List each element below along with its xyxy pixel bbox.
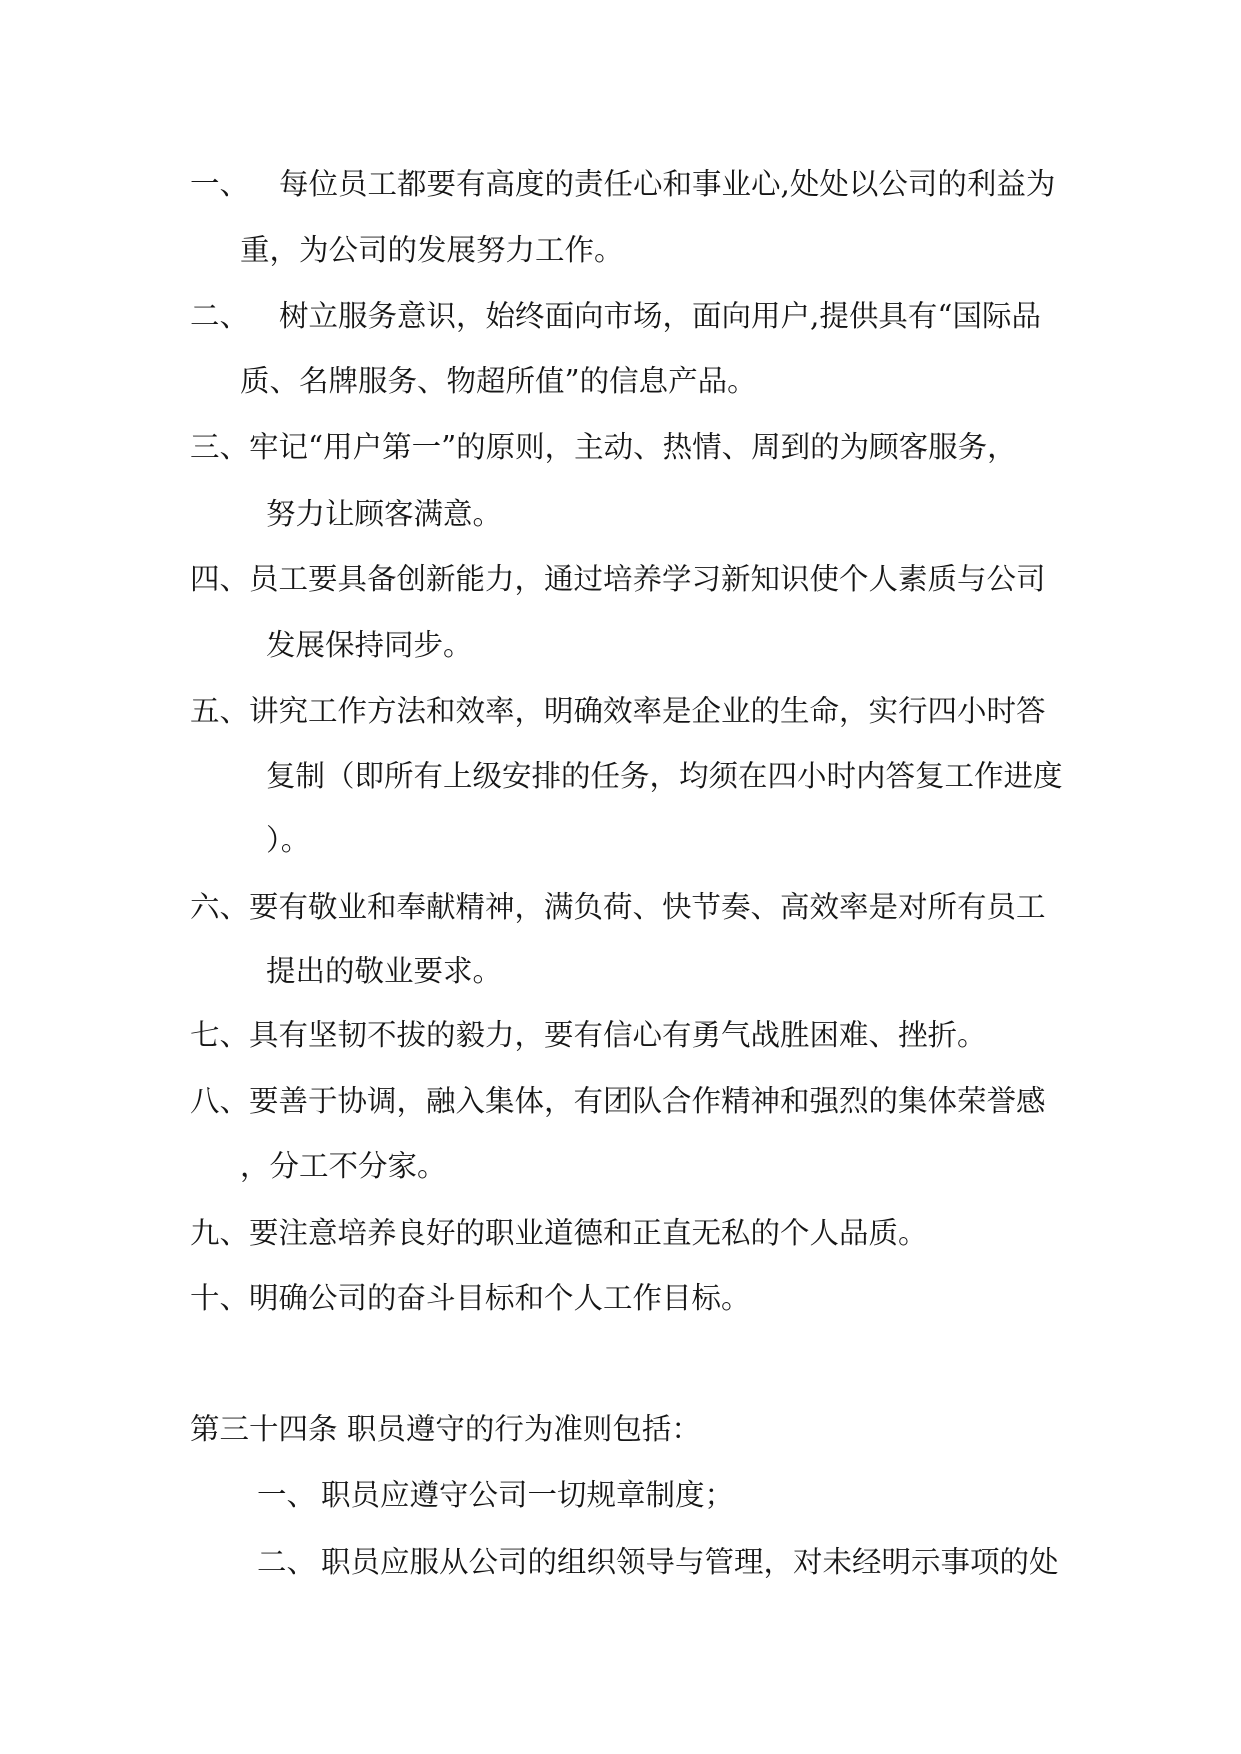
list-item-continuation: ）。 bbox=[266, 823, 311, 857]
list-item-text: 讲究工作方法和效率，明确效率是企业的生命，实行四小时答 bbox=[249, 694, 1046, 728]
list-item bbox=[190, 427, 1017, 467]
list-item-marker: 二、 bbox=[190, 299, 250, 333]
list-item-continuation: 重，为公司的发展努力工作。 bbox=[240, 233, 624, 267]
list-item-continuation: 努力让顾客满意。 bbox=[266, 497, 503, 531]
list-item-continuation: 复制（即所有上级安排的任务，均须在四小时内答复工作进度 bbox=[266, 759, 1063, 793]
list-item bbox=[190, 887, 1046, 927]
list-item-text: 要有敬业和奉献精神，满负荷、快节奏、高效率是对所有员工 bbox=[249, 890, 1046, 924]
list-item-text: 员工要具备创新能力，通过培养学习新知识使个人素质与公司 bbox=[249, 562, 1046, 596]
article-item-marker: 一、 bbox=[257, 1478, 317, 1512]
article-item-text: 职员应遵守公司一切规章制度； bbox=[321, 1478, 735, 1512]
list-item-text: 每位员工都要有高度的责任心和事业心,处处以公司的利益为 bbox=[279, 167, 1056, 201]
list-item-text: 具有坚韧不拔的毅力，要有信心有勇气战胜困难、挫折。 bbox=[249, 1018, 987, 1052]
article-item-text: 职员应服从公司的组织领导与管理，对未经明示事项的处 bbox=[321, 1545, 1059, 1579]
list-item-marker: 四、 bbox=[190, 562, 250, 596]
list-item-marker: 一、 bbox=[190, 167, 250, 201]
list-item-continuation: 发展保持同步。 bbox=[266, 628, 473, 662]
list-item-text: 要善于协调，融入集体，有团队合作精神和强烈的集体荣誉感 bbox=[249, 1084, 1046, 1118]
list-item bbox=[190, 1015, 987, 1055]
list-item-marker: 八、 bbox=[190, 1084, 250, 1118]
list-item-text: 牢记“用户第一”的原则，主动、热情、周到的为顾客服务， bbox=[249, 430, 1017, 464]
list-item bbox=[190, 1081, 1046, 1121]
list-item-marker: 九、 bbox=[190, 1216, 250, 1250]
list-item-marker: 十、 bbox=[190, 1281, 250, 1315]
article-item-marker: 二、 bbox=[257, 1545, 317, 1579]
list-item-continuation: ，分工不分家。 bbox=[240, 1149, 447, 1183]
list-item-marker: 六、 bbox=[190, 890, 250, 924]
list-item-text: 明确公司的奋斗目标和个人工作目标。 bbox=[249, 1281, 751, 1315]
list-item-marker: 五、 bbox=[190, 694, 250, 728]
list-item bbox=[190, 1213, 928, 1253]
list-item bbox=[190, 559, 1046, 599]
list-item bbox=[190, 1278, 751, 1318]
list-item-text: 树立服务意识，始终面向市场，面向用户,提供具有“国际品 bbox=[279, 299, 1041, 333]
article-heading: 第三十四条 职员遵守的行为准则包括： bbox=[190, 1412, 701, 1446]
list-item bbox=[190, 691, 1046, 731]
list-item-marker: 七、 bbox=[190, 1018, 250, 1052]
list-item-continuation: 质、名牌服务、物超所值”的信息产品。 bbox=[240, 364, 757, 398]
list-item-continuation: 提出的敬业要求。 bbox=[266, 954, 503, 988]
list-item-marker: 三、 bbox=[190, 430, 250, 464]
list-item-text: 要注意培养良好的职业道德和正直无私的个人品质。 bbox=[249, 1216, 928, 1250]
